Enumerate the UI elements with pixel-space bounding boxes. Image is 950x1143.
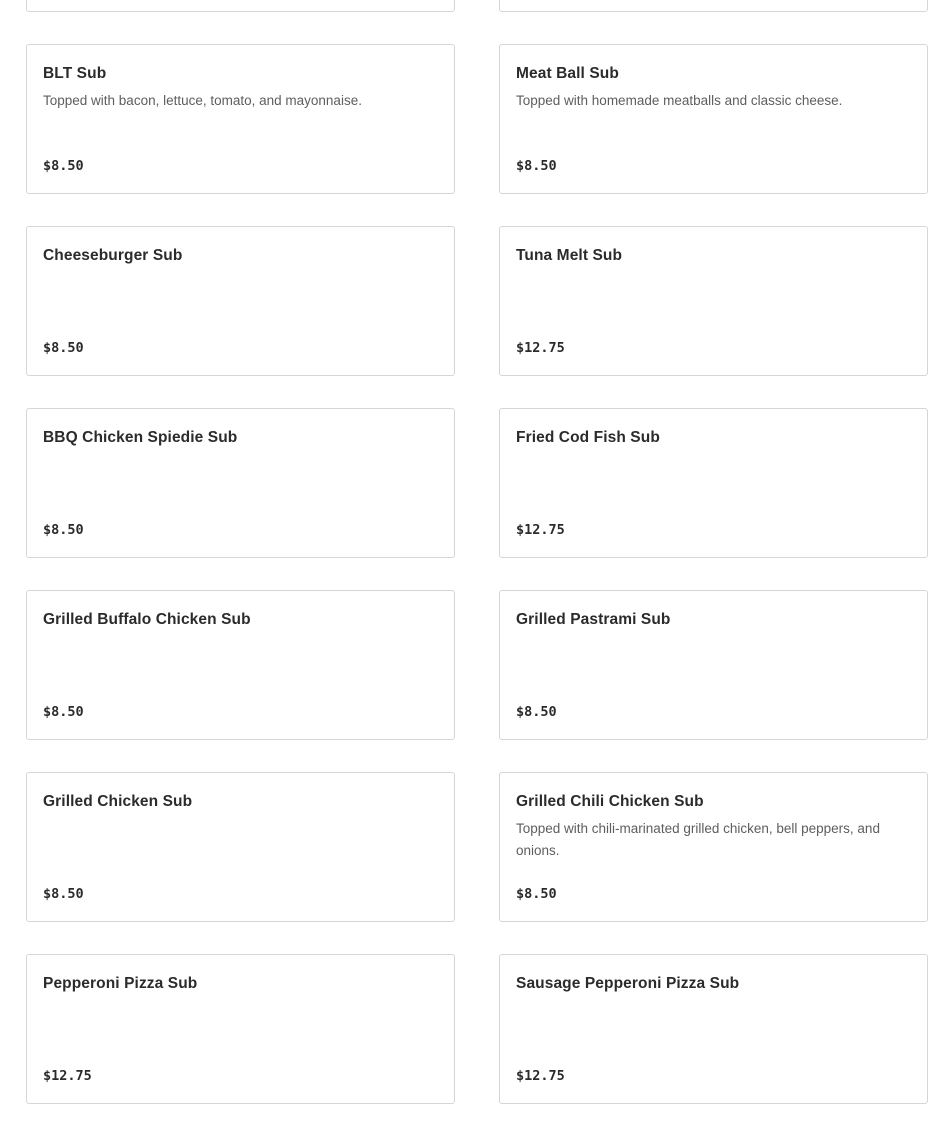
menu-item-price: $8.50 — [43, 886, 84, 902]
menu-item-price: $12.75 — [516, 1068, 565, 1084]
menu-item-name: Pepperoni Pizza Sub — [43, 975, 198, 992]
menu-item-price: $8.50 — [516, 158, 557, 174]
menu-item-name: Cheeseburger Sub — [43, 247, 183, 264]
menu-item-card-tuna-melt-sub[interactable] — [499, 226, 928, 376]
menu-item-price: $8.50 — [43, 340, 84, 356]
menu-item-price: $12.75 — [516, 522, 565, 538]
menu-item-price: $8.50 — [516, 886, 557, 902]
menu-item-name: Meat Ball Sub — [516, 65, 619, 82]
menu-item-name: Fried Cod Fish Sub — [516, 429, 660, 446]
menu-item-card-cheeseburger-sub[interactable] — [26, 226, 455, 376]
menu-item-name: Sausage Pepperoni Pizza Sub — [516, 975, 740, 992]
menu-item-name: Grilled Buffalo Chicken Sub — [43, 611, 251, 628]
menu-item-name: Grilled Chili Chicken Sub — [516, 793, 704, 810]
menu-item-card-grilled-chili-chicken-sub[interactable] — [499, 772, 928, 922]
menu-item-card-fried-cod-fish-sub[interactable] — [499, 408, 928, 558]
menu-item-description: Topped with bacon, lettuce, tomato, and mayonnaise. — [43, 93, 362, 108]
menu-item-card-grilled-pastrami-sub[interactable] — [499, 590, 928, 740]
menu-item-price: $8.50 — [516, 704, 557, 720]
menu-item-description: Topped with homemade meatballs and classic cheese. — [516, 93, 843, 108]
menu-item-card-grilled-buffalo-chicken-sub[interactable] — [26, 590, 455, 740]
menu-item-card-pepperoni-pizza-sub[interactable] — [26, 954, 455, 1104]
menu-item-price: $8.50 — [43, 704, 84, 720]
menu-item-card[interactable] — [26, 0, 455, 12]
menu-item-price: $8.50 — [43, 158, 84, 174]
menu-item-name: Grilled Pastrami Sub — [516, 611, 671, 628]
menu-item-price: $8.50 — [43, 522, 84, 538]
menu-item-card-meat-ball-sub[interactable] — [499, 44, 928, 194]
menu-item-name: BBQ Chicken Spiedie Sub — [43, 429, 238, 446]
menu-item-name: BLT Sub — [43, 65, 107, 82]
menu-item-price: $12.75 — [516, 340, 565, 356]
menu-item-price: $12.75 — [43, 1068, 92, 1084]
menu-item-card-sausage-pepperoni-pizza-sub[interactable] — [499, 954, 928, 1104]
menu-item-description: Topped with chili-marinated grilled chicken, bell peppers, and onions. — [516, 821, 880, 858]
menu-item-card-blt-sub[interactable] — [26, 44, 455, 194]
menu-item-name: Grilled Chicken Sub — [43, 793, 193, 810]
menu-items-grid — [26, 0, 928, 1104]
menu-item-name: Tuna Melt Sub — [516, 247, 623, 264]
menu-item-card-grilled-chicken-sub[interactable] — [26, 772, 455, 922]
menu-item-card[interactable] — [499, 0, 928, 12]
menu-item-card-bbq-chicken-spiedie-sub[interactable] — [26, 408, 455, 558]
